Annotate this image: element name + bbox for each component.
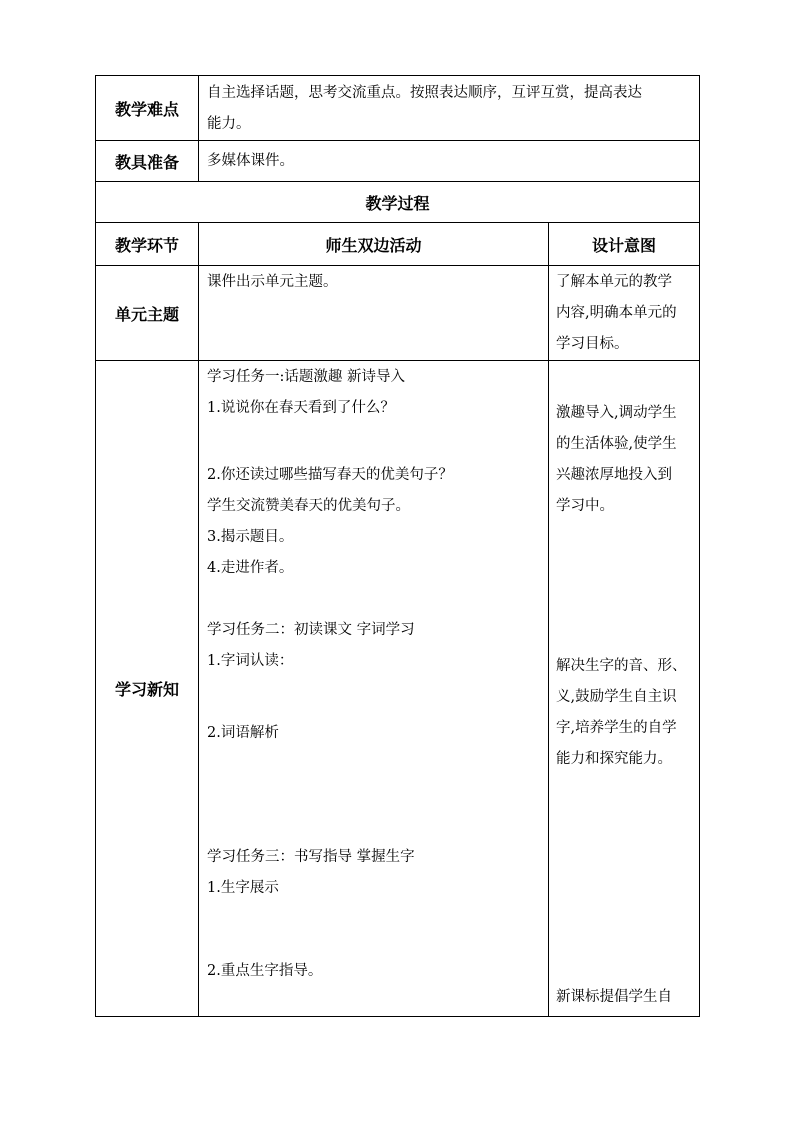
unit-theme-intent-line: 内容,明确本单元的	[556, 305, 677, 321]
unit-theme-activity-cell	[199, 266, 549, 361]
difficulty-text-line2: 能力。	[207, 116, 251, 132]
column-header-activity: 师生双边活动	[199, 223, 549, 266]
intent1-line: 学习中。	[556, 498, 614, 514]
unit-theme-row	[96, 266, 700, 361]
process-title-row	[96, 182, 700, 223]
unit-theme-label: 单元主题	[96, 266, 199, 361]
difficulty-content	[199, 76, 700, 141]
difficulty-text-line1: 自主选择话题，思考交流重点。按照表达顺序，互评互赏，提高表达	[207, 85, 642, 101]
task3-item: 1.生字展示	[207, 880, 279, 896]
intent1-line: 兴趣浓厚地投入到	[556, 467, 672, 483]
unit-theme-intent-cell	[549, 266, 700, 361]
task1-title: 学习任务一:话题激趣 新诗导入	[207, 369, 405, 385]
materials-label: 教具准备	[96, 141, 199, 182]
difficulty-label: 教学难点	[96, 76, 199, 141]
task2-title: 学习任务二：初读课文 字词学习	[207, 622, 415, 638]
intent2-line: 义,鼓励学生自主识	[556, 689, 677, 705]
unit-theme-activity: 课件出示单元主题。	[207, 274, 338, 290]
task1-item: 3.揭示题目。	[207, 529, 294, 545]
task3-item: 2.重点生字指导。	[207, 963, 323, 979]
column-header-stage: 教学环节	[96, 223, 199, 266]
task2-item: 2.词语解析	[207, 725, 279, 741]
intent3-line: 新课标提倡学生自	[556, 989, 672, 1005]
new-learning-intent-cell	[549, 361, 700, 1017]
difficulty-row	[96, 76, 700, 141]
intent2-line: 解决生字的音、形、	[556, 658, 687, 674]
task2-item: 1.字词认读：	[207, 653, 294, 669]
unit-theme-intent-line: 了解本单元的教学	[556, 274, 672, 290]
task3-title: 学习任务三：书写指导 掌握生字	[207, 849, 415, 865]
task1-item: 2.你还读过哪些描写春天的优美句子？	[207, 467, 453, 483]
materials-content	[199, 141, 700, 182]
intent1-line: 激趣导入,调动学生	[556, 405, 677, 421]
materials-text: 多媒体课件。	[207, 152, 294, 169]
new-learning-row	[96, 361, 700, 1017]
intent2-line: 能力和探究能力。	[556, 751, 672, 767]
lesson-plan-table	[95, 75, 700, 1017]
column-header-row	[96, 223, 700, 266]
task1-item: 学生交流赞美春天的优美句子。	[207, 498, 410, 514]
intent2-line: 字,培养学生的自学	[556, 720, 677, 736]
new-learning-label: 学习新知	[96, 361, 199, 1017]
unit-theme-intent-line: 学习目标。	[556, 336, 629, 352]
intent1-line: 的生活体验,使学生	[556, 436, 677, 452]
new-learning-activity-cell	[199, 361, 549, 1017]
task1-item: 1.说说你在春天看到了什么？	[207, 400, 395, 416]
column-header-intent: 设计意图	[549, 223, 700, 266]
process-title: 教学过程	[96, 182, 700, 223]
task1-item: 4.走进作者。	[207, 560, 294, 576]
materials-row	[96, 141, 700, 182]
